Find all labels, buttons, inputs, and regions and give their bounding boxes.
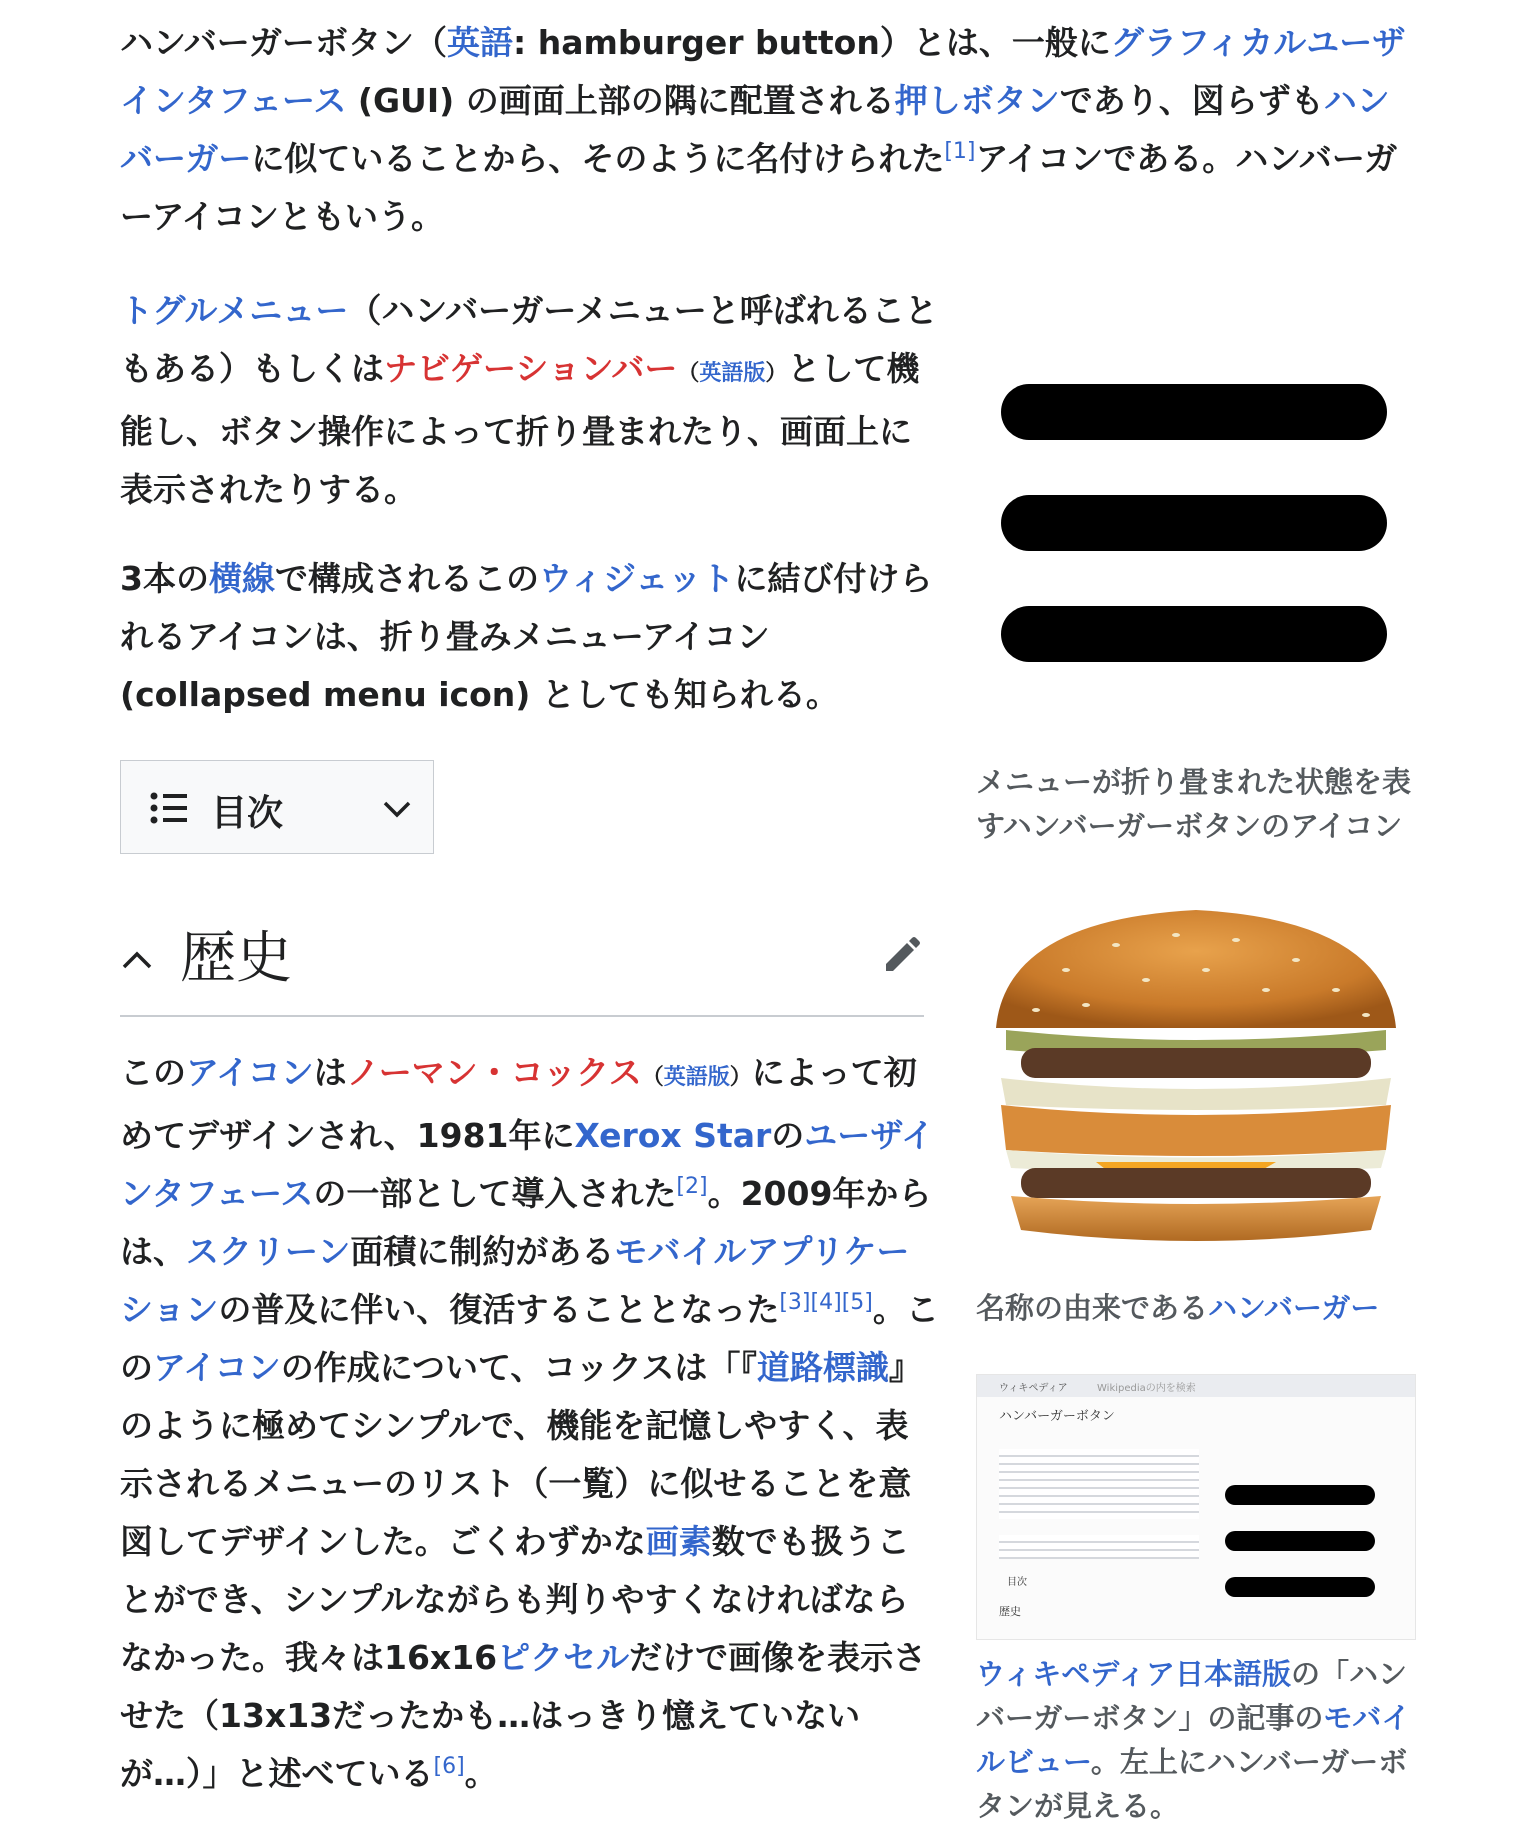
text: の普及に伴い、復活することとなった (218, 1290, 780, 1329)
figure-caption (976, 1652, 1416, 1828)
link-norman-cox[interactable]: ノーマン・コックス (346, 1053, 642, 1092)
section-heading-history (120, 905, 924, 1017)
text: 。2009年からは、 (120, 1174, 932, 1271)
mini-history: 歴史 (999, 1605, 1021, 1618)
link-user-interface[interactable]: ユーザインタフェース (120, 1116, 934, 1213)
text: ） (729, 1065, 752, 1090)
text: 。左上にハンバーガーボタンが見える。 (976, 1745, 1408, 1823)
text: の (771, 1116, 805, 1155)
chevron-up-icon[interactable] (120, 943, 154, 977)
text: に結び付けられるアイコンは、折り畳みメニューアイコン (collapsed menu icon) としても知られる。 (120, 559, 933, 714)
text: の「ハンバーガーボタン」の記事の (976, 1657, 1407, 1735)
reference-3[interactable]: [3] (779, 1290, 811, 1315)
text: であり、図らずも (1059, 81, 1324, 120)
link-hamburger[interactable]: ハンバーガー (1208, 1291, 1380, 1325)
menu-bar (1001, 606, 1387, 662)
section-title: 歴史 (180, 926, 292, 991)
text: アイコンである。ハンバーガーアイコンともいう。 (120, 139, 1398, 236)
menu-bar (1001, 495, 1387, 551)
link-toggle-menu[interactable]: トグルメニュー (120, 291, 349, 330)
mini-site-name: ウィキペディア (999, 1383, 1068, 1394)
widget-paragraph (120, 550, 940, 724)
text: 面積に制約がある (350, 1232, 615, 1271)
mini-header (977, 1375, 1415, 1397)
link-navigation-bar[interactable]: ナビゲーションバー (384, 349, 678, 388)
toc-button[interactable] (120, 760, 434, 854)
link-gui[interactable]: グラフィカルユーザインタフェース (120, 23, 1406, 120)
link-english[interactable]: 英語 (447, 23, 514, 62)
link-mobile-view[interactable]: モバイルビュー (976, 1701, 1411, 1779)
text: （ (641, 1065, 664, 1090)
link-wikipedia-japanese[interactable]: ウィキペディア日本語版 (976, 1657, 1291, 1691)
link-widget[interactable]: ウィジェット (538, 559, 735, 598)
figure-caption (976, 1286, 1416, 1330)
mini-search: Wikipediaの内を検索 (1097, 1383, 1196, 1394)
hamburger-icon-figure[interactable] (976, 330, 1416, 780)
text: として機能し、ボタン操作によって折り畳まれたり、画面上に表示されたりする。 (120, 349, 920, 509)
mini-title: ハンバーガーボタン (999, 1409, 1115, 1424)
text: の作成について、コックスは「『 (280, 1348, 757, 1387)
mini-menu-bar (1225, 1577, 1375, 1597)
reference-5[interactable]: [5] (841, 1290, 873, 1315)
reference-6[interactable]: [6] (433, 1754, 465, 1779)
link-icon[interactable]: アイコン (186, 1053, 314, 1092)
text: 数でも扱うことができ、シンプルながらも判りやすくなければならなかった。我々は16x16 (120, 1522, 910, 1677)
link-english-version[interactable]: 英語版 (663, 1065, 730, 1090)
link-screen[interactable]: スクリーン (186, 1232, 351, 1271)
link-english-version[interactable]: 英語版 (699, 361, 766, 386)
hamburger-photo[interactable] (976, 900, 1416, 1260)
intro-paragraph (120, 14, 1420, 246)
text: の一部として導入された (313, 1174, 677, 1213)
text: (GUI) の画面上部の隅に配置される (346, 81, 895, 120)
mini-toc: 目次 (1007, 1577, 1027, 1588)
toc-label: 目次 (211, 793, 284, 834)
text: 』のように極めてシンプルで、機能を記憶しやすく、表示されるメニューのリスト（一覧）に似せることを意図してデザインした。ごくわずかな (120, 1348, 922, 1561)
mini-menu-bar (1225, 1485, 1375, 1505)
link-xerox-star[interactable]: Xerox Star (574, 1116, 772, 1155)
link-pixel[interactable]: ピクセル (497, 1638, 630, 1677)
link-pixel-element[interactable]: 画素 (645, 1522, 712, 1561)
text: 3本の (120, 559, 209, 598)
link-push-button[interactable]: 押しボタン (894, 81, 1060, 120)
chevron-down-icon (381, 793, 413, 825)
toggle-menu-paragraph (120, 282, 940, 519)
reference-2[interactable]: [2] (676, 1174, 708, 1199)
link-hamburger[interactable]: ハンバーガー (120, 81, 1390, 178)
text: : hamburger button）とは、一般に (513, 23, 1111, 62)
text: によって初めてデザインされ、1981年に (120, 1053, 917, 1155)
mini-text-lines (999, 1535, 1199, 1559)
edit-pencil-icon[interactable] (880, 935, 922, 977)
text: ハンバーガーボタン（ (120, 23, 448, 62)
text: は (313, 1053, 347, 1092)
link-icon[interactable]: アイコン (153, 1348, 281, 1387)
figure-caption: メニューが折り畳まれた状態を表すハンバーガーボタンのアイコン (976, 765, 1412, 843)
text: ） (765, 361, 788, 386)
text: に似ていることから、そのように名付けられた (251, 139, 945, 178)
text: この (120, 1053, 186, 1092)
list-icon (149, 791, 189, 825)
history-paragraph (120, 1044, 940, 1803)
link-horizontal-line[interactable]: 横線 (208, 559, 275, 598)
reference-4[interactable]: [4] (810, 1290, 842, 1315)
link-mobile-application[interactable]: モバイルアプリケーション (120, 1232, 910, 1329)
text: 名称の由来である (976, 1291, 1209, 1325)
link-road-sign[interactable]: 道路標識 (756, 1348, 889, 1387)
mini-text-lines (999, 1449, 1199, 1519)
text: 。この (120, 1290, 939, 1387)
mobile-view-screenshot[interactable] (976, 1374, 1416, 1640)
mini-menu-bar (1225, 1531, 1375, 1551)
text: 。 (464, 1754, 498, 1793)
reference-1[interactable]: [1] (944, 139, 976, 164)
text: （ (677, 361, 700, 386)
text: で構成されるこの (274, 559, 539, 598)
text: （ハンバーガーメニューと呼ばれることもある）もしくは (120, 291, 938, 388)
menu-bar (1001, 384, 1387, 440)
text: だけで画像を表示させた（13x13だったかも…はっきり憶えていないが…）」と述べている (120, 1638, 927, 1793)
